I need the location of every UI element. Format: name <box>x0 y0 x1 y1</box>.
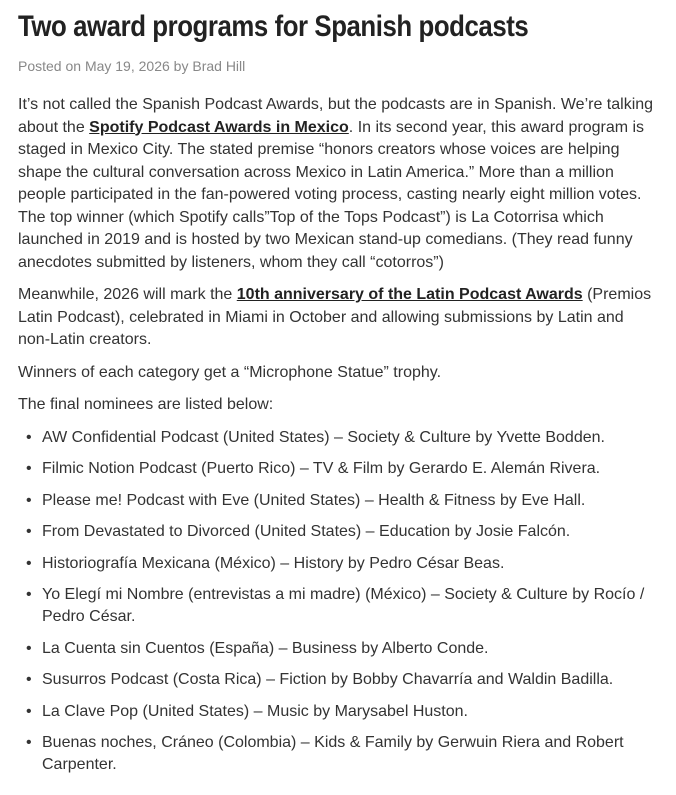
bullet-icon: • <box>26 428 32 446</box>
bullet-icon: • <box>26 554 32 572</box>
nominee-text: Buenas noches, Cráneo (Colombia) – Kids & Family by Gerwuin Riera and Robert Carpenter. <box>42 734 624 773</box>
post-meta <box>18 57 658 75</box>
nominee-text: From Devastated to Divorced (United States) – Education by Josie Falcón. <box>42 523 571 540</box>
nominee-text: AW Confidential Podcast (United States) – Society & Culture by Yvette Bodden. <box>42 428 605 446</box>
nominee-text: Historiografía Mexicana (México) – History by Pedro César Beas. <box>42 554 505 572</box>
by-label: by <box>169 58 193 74</box>
list-item <box>18 490 658 512</box>
bullet-icon: • <box>26 491 32 509</box>
bullet-icon: • <box>26 671 32 688</box>
nominee-text: Susurros Podcast (Costa Rica) – Fiction by Bobby Chavarría and Waldin Badilla. <box>42 671 614 688</box>
blog-post <box>0 10 676 776</box>
list-item <box>18 638 658 660</box>
list-item <box>18 669 658 691</box>
paragraph-spotify-awards <box>18 94 658 274</box>
posted-on-label: Posted on <box>18 58 85 74</box>
paragraph-text: Meanwhile, 2026 will mark the <box>18 286 237 303</box>
post-title: Two award programs for Spanish podcasts <box>18 10 529 43</box>
nominee-text: Please me! Podcast with Eve (United States) – Health & Fitness by Eve Hall. <box>42 491 586 509</box>
list-item <box>18 427 658 449</box>
paragraph-text: It’s not called the Spanish Podcast Awards, but the podcasts are in Spanish. We’re talking about the <box>18 96 654 136</box>
bullet-icon: • <box>26 586 32 603</box>
nominee-text: Filmic Notion Podcast (Puerto Rico) – TV & Film by Gerardo E. Alemán Rivera. <box>42 460 601 477</box>
nominee-text: La Cuenta sin Cuentos (España) – Business by Alberto Conde. <box>42 639 489 657</box>
nominee-text: La Clave Pop (United States) – Music by Marysabel Huston. <box>42 702 468 720</box>
paragraph-latin-awards <box>18 284 658 352</box>
latin-podcast-awards-link[interactable]: 10th anniversary of the Latin Podcast Awards <box>236 286 583 303</box>
paragraph-text: (Premios Latin Podcast), celebrated in Miami in October and allowing submissions by Latin and non-Latin creators. <box>18 286 652 348</box>
nominees-list <box>18 427 658 777</box>
list-item <box>18 553 658 575</box>
paragraph-trophy: Winners of each category get a “Microphone Statue” trophy. <box>18 363 442 381</box>
bullet-icon: • <box>26 460 32 477</box>
list-item <box>18 701 658 723</box>
paragraph-nominees-intro: The final nominees are listed below: <box>18 396 274 413</box>
list-item <box>18 584 658 628</box>
bullet-icon: • <box>26 734 32 751</box>
nominee-text: Yo Elegí mi Nombre (entrevistas a mi madre) (México) – Society & Culture by Rocío / Pedro César. <box>42 586 645 625</box>
bullet-icon: • <box>26 702 32 720</box>
bullet-icon: • <box>26 639 32 657</box>
list-item <box>18 521 658 543</box>
paragraph-text: . In its second year, this award program is staged in Mexico City. The stated premise “honors creators whose voices are helping shape the cultural conversation across Mexico in Latin America.” More than a million people participated in the fan-powered voting process, casting nearly eight million votes. The top winner (which Spotify calls”Top of the Tops Podcast”) is La Cotorrisa which launched in 2019 and is hosted by two Mexican stand-up comedians. (They read funny anecdotes submitted by listeners, whom they call “cotorros”) <box>18 118 645 271</box>
bullet-icon: • <box>26 523 32 540</box>
post-author: Brad Hill <box>192 58 246 74</box>
spotify-podcast-awards-link[interactable]: Spotify Podcast Awards in Mexico <box>89 118 349 136</box>
list-item <box>18 732 658 776</box>
post-body <box>18 94 658 776</box>
post-date: May 19, 2026 <box>84 58 170 74</box>
list-item <box>18 458 658 480</box>
